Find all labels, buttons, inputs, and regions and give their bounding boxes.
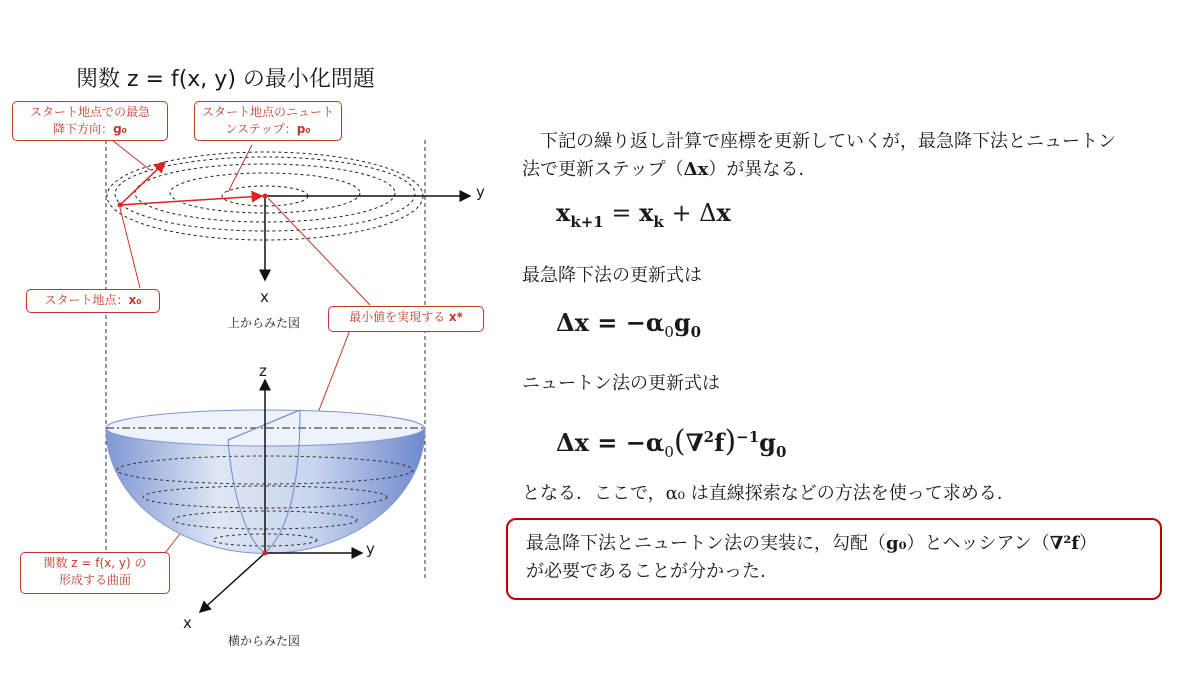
callout-start-point: スタート地点：x₀ [26,289,160,313]
side-x-label: x [183,614,192,632]
side-y-label: y [366,540,375,558]
steepest-formula: $\Delta x = -\alpha_0g_0$ [556,308,702,341]
callout-surface: 関数 z = f(x, y) の 形成する曲面 [20,552,170,594]
steepest-descent-label: 最急降下法の更新式は [522,265,702,286]
callout-steepest-direction: スタート地点での最急 降下方向：g₀ [12,101,168,141]
summary-box: 最急降下法とニュートン法の実装に，勾配（g₀）とヘッシアン（∇²f） が必要であることが分かった. [506,518,1162,600]
intro-paragraph: 下記の繰り返し計算で座標を更新していくが，最急降下法とニュートン 法で更新ステップ（Δx）が異なる. [522,131,1116,180]
conclusion-text: となる．ここで，α₀ は直線探索などの方法を使って求める. [522,483,1003,504]
page-title: 関数 z = f(x, y) の最小化問題 [76,67,375,92]
update-formula: $x_{k+1} = x_k + \Delta x$ [556,198,731,231]
side-view-caption: 横からみた図 [228,634,301,648]
newton-formula: $\Delta x = -\alpha_0(\nabla^2f)^{-1}g_0$ [556,424,787,461]
top-y-label: y [476,183,485,201]
top-minimum-marker [263,194,268,199]
newton-step-arrow [120,196,262,205]
callout-newton-step: スタート地点のニュート ンステップ：p₀ [194,101,342,141]
side-minimum-marker [263,551,268,556]
newton-label: ニュートン法の更新式は [522,373,720,394]
side-z-label: z [259,362,267,380]
top-x-label: x [260,288,269,306]
side-x-axis [200,553,265,612]
top-view-caption: 上からみた図 [228,316,301,330]
callout-minimum: 最小値を実現する x* [328,306,484,332]
start-point-marker [118,203,123,208]
